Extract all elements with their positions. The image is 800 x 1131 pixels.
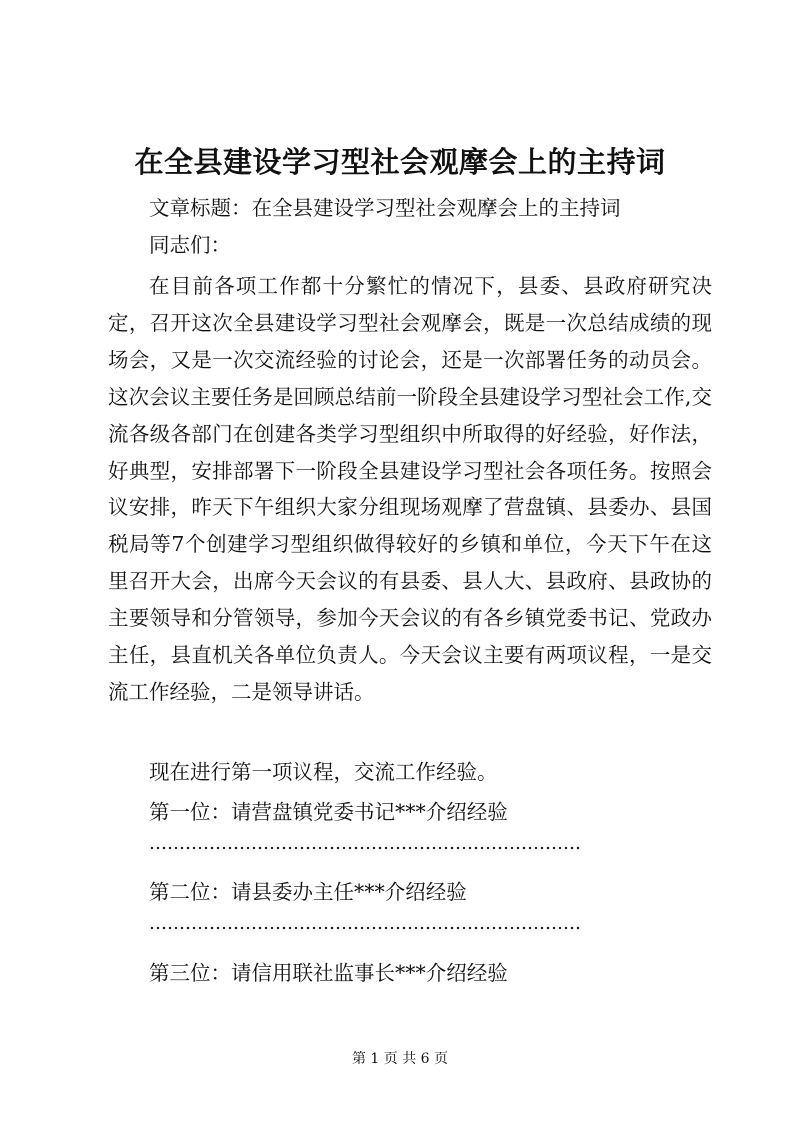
dotted-separator	[149, 924, 581, 932]
main-paragraph: 在目前各项工作都十分繁忙的情况下，县委、县政府研究决定，召开这次全县建设学习型社会观摩会，既是一次总结成绩的现场会，又是一次交流经验的讨论会，还是一次部署任务的动员会。这次会议主要任务是回顾总结前一阶段全县建设学习型社会工作,交流各级各部门在创建各类学习型组织中所取得的好经验，好作法，好典型，安排部署下一阶段全县建设学习型社会各项任务。按照会议安排，昨天下午组织大家分组现场观摩了营盘镇、县委办、县国税局等7个创建学习型组织做得较好的乡镇和单位，今天下午在这里召开大会，出席今天会议的有县委、县人大、县政府、县政协的主要领导和分管领导，参加今天会议的有各乡镇党委书记、党政办主任，县直机关各单位负责人。今天会议主要有两项议程，一是交流工作经验，二是领导讲话。	[108, 274, 712, 704]
document-title: 在全县建设学习型社会观摩会上的主持词	[134, 145, 666, 179]
page-footer: 第 1 页 共 6 页	[351, 1051, 449, 1067]
speaker-3: 第三位：请信用联社监事长***介绍经验	[149, 961, 508, 985]
speaker-2: 第二位：请县委办主任***介绍经验	[149, 880, 467, 904]
dotted-separator	[149, 844, 581, 852]
speaker-1: 第一位：请营盘镇党委书记***介绍经验	[149, 800, 508, 824]
greeting: 同志们：	[149, 233, 231, 257]
article-title-line: 文章标题：在全县建设学习型社会观摩会上的主持词	[149, 196, 621, 220]
agenda-intro: 现在进行第一项议程，交流工作经验。	[149, 760, 498, 784]
